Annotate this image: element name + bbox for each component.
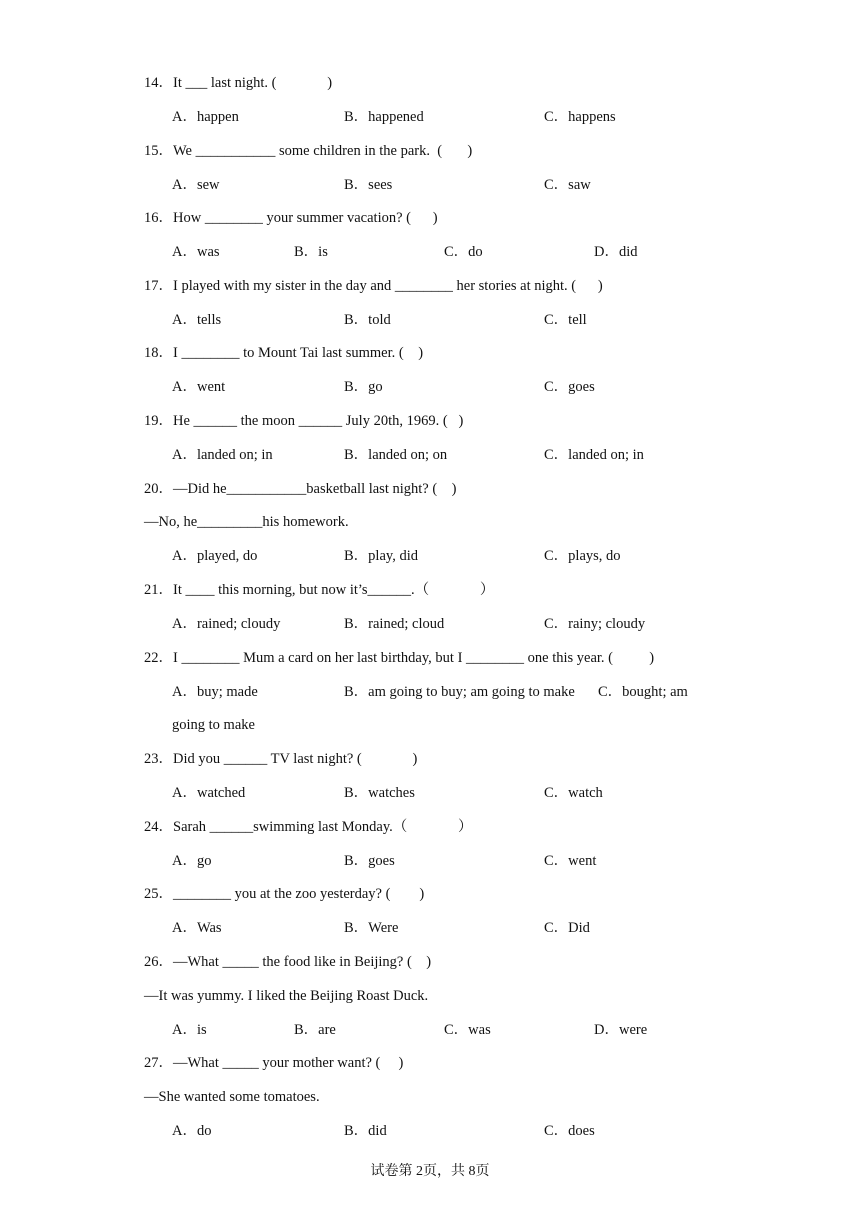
- question-26-option-c: C．was: [444, 1022, 491, 1038]
- question-17-option-c: C．tell: [544, 312, 587, 328]
- question-19-option-c: C．landed on; in: [544, 447, 644, 463]
- question-22-option-c-continuation: going to make: [172, 717, 255, 733]
- question-22-option-a: A．buy; made: [172, 684, 258, 700]
- question-21-option-b: B．rained; cloud: [344, 616, 445, 632]
- question-19-option-a: A．landed on; in: [172, 447, 273, 463]
- question-22-option-b: B．am going to buy; am going to make: [344, 684, 575, 700]
- question-16-option-b: B．is: [294, 244, 328, 260]
- question-22-option-c: C．bought; am: [598, 684, 688, 700]
- question-26-option-a: A．is: [172, 1022, 207, 1038]
- question-23-option-a: A．watched: [172, 785, 246, 801]
- page-footer: 试卷第 2页，共 8页: [370, 1164, 490, 1179]
- question-14-option-b: B．happened: [344, 109, 424, 125]
- question-21-option-a: A．rained; cloudy: [172, 616, 281, 632]
- question-16-option-c: C．do: [444, 244, 483, 260]
- question-15-option-c: C．saw: [544, 177, 591, 193]
- question-18-stem: 18．I ________ to Mount Tai last summer. ( ): [144, 345, 424, 361]
- question-22-stem: 22．I ________ Mum a card on her last birthday, but I ________ one this year. ( ): [144, 650, 655, 666]
- question-27-answer-line: —She wanted some tomatoes.: [144, 1089, 320, 1105]
- question-21-option-c: C．rainy; cloudy: [544, 616, 646, 632]
- question-21-stem: 21．It ____ this morning, but now it’s______.（ ）: [144, 582, 495, 598]
- question-20-option-a: A．played, do: [172, 548, 258, 564]
- question-15-stem: 15．We ___________ some children in the park. ( ): [144, 143, 473, 159]
- question-26-stem: 26．—What _____ the food like in Beijing? ( ): [144, 954, 432, 970]
- question-20-stem: 20．—Did he___________basketball last night? ( ): [144, 481, 457, 497]
- question-16-stem: 16．How ________ your summer vacation? ( ): [144, 210, 438, 226]
- question-24-option-c: C．went: [544, 853, 597, 869]
- question-15-option-a: A．sew: [172, 177, 220, 193]
- question-26-option-d: D．were: [594, 1022, 648, 1038]
- question-26-option-b: B．are: [294, 1022, 336, 1038]
- question-17-option-a: A．tells: [172, 312, 222, 328]
- question-14-option-a: A．happen: [172, 109, 239, 125]
- question-25-stem: 25．________ you at the zoo yesterday? ( ): [144, 886, 425, 902]
- question-19-option-b: B．landed on; on: [344, 447, 448, 463]
- question-16-option-d: D．did: [594, 244, 638, 260]
- question-16-option-a: A．was: [172, 244, 220, 260]
- question-23-option-c: C．watch: [544, 785, 603, 801]
- question-25-option-b: B．Were: [344, 920, 399, 936]
- question-20-option-c: C．plays, do: [544, 548, 621, 564]
- question-18-option-a: A．went: [172, 379, 226, 395]
- question-23-stem: 23．Did you ______ TV last night? ( ): [144, 751, 418, 767]
- question-20-option-b: B．play, did: [344, 548, 418, 564]
- question-27-option-a: A．do: [172, 1123, 212, 1139]
- question-20-answer-line: —No, he_________his homework.: [144, 514, 349, 530]
- question-15-option-b: B．sees: [344, 177, 393, 193]
- question-17-stem: 17．I played with my sister in the day and ________ her stories at night. ( ): [144, 278, 603, 294]
- question-27-stem: 27．—What _____ your mother want? ( ): [144, 1055, 404, 1071]
- question-17-option-b: B．told: [344, 312, 391, 328]
- question-23-option-b: B．watches: [344, 785, 415, 801]
- question-27-option-b: B．did: [344, 1123, 387, 1139]
- question-24-stem: 24．Sarah ______swimming last Monday.（ ）: [144, 819, 473, 835]
- question-25-option-a: A．Was: [172, 920, 222, 936]
- question-14-option-c: C．happens: [544, 109, 616, 125]
- question-25-option-c: C．Did: [544, 920, 590, 936]
- question-18-option-b: B．go: [344, 379, 383, 395]
- question-19-stem: 19．He ______ the moon ______ July 20th, 1969. ( ): [144, 413, 464, 429]
- question-26-answer-line: —It was yummy. I liked the Beijing Roast Duck.: [144, 988, 429, 1004]
- question-24-option-a: A．go: [172, 853, 212, 869]
- question-14-stem: 14．It ___ last night. ( ): [144, 75, 333, 91]
- question-18-option-c: C．goes: [544, 379, 595, 395]
- question-24-option-b: B．goes: [344, 853, 395, 869]
- question-27-option-c: C．does: [544, 1123, 595, 1139]
